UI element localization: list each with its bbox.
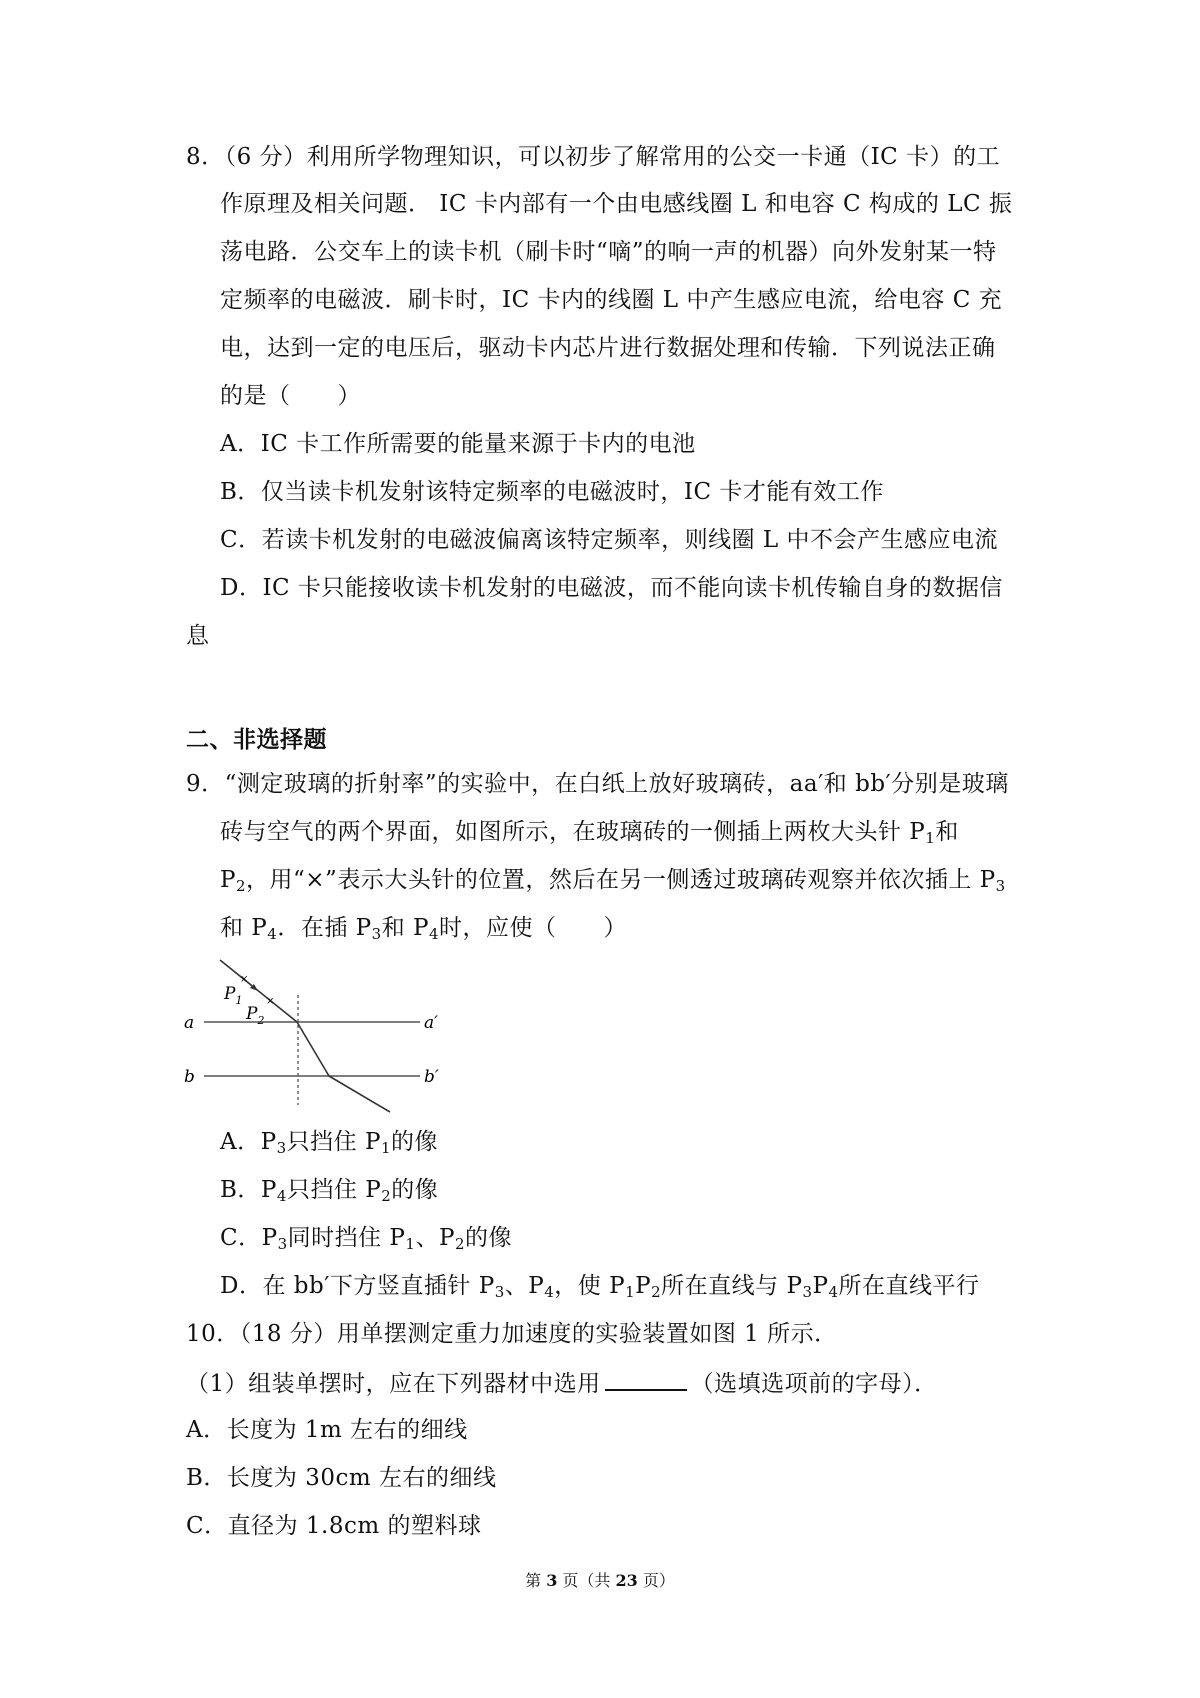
q8-option-d: D．IC 卡只能接收读卡机发射的电磁波，而不能向读卡机传输自身的数据信	[220, 575, 1003, 601]
q9-line-4: 和 $P_4$．在插 $P_3$和 $P_4$时，应使（ ）	[220, 915, 628, 943]
q8-option-c: C．若读卡机发射的电磁波偏离该特定频率，则线圈 L 中不会产生感应电流	[220, 527, 998, 553]
q8-line-6: 的是（ ）	[220, 383, 361, 409]
refracted-ray	[297, 1022, 329, 1076]
section-title: 二、非选择题	[186, 726, 327, 753]
q9-option-d: D．在 bb′下方竖直插针 $P_3$、$P_4$，使 $P_1P_2$所在直线与 $P_3P_4$所在直线平行	[220, 1273, 980, 1301]
page-number: 3	[546, 1571, 558, 1590]
refraction-figure	[180, 955, 450, 1115]
q8-line-2: 作原理及相关问题． IC 卡内部有一个由电感线圈 L 和电容 C 构成的 LC 振	[220, 191, 1013, 217]
answer-blank[interactable]	[605, 1367, 687, 1391]
q8-line-1: 8．（6 分）利用所学物理知识，可以初步了解常用的公交一卡通（IC 卡）的工	[186, 144, 1001, 170]
q9-line-2: 砖与空气的两个界面，如图所示，在玻璃砖的一侧插上两枚大头针 $P_1$和	[220, 819, 959, 847]
q8-option-b: B．仅当读卡机发射该特定频率的电磁波时，IC 卡才能有效工作	[220, 479, 884, 505]
q9-line-1: 9．“测定玻璃的折射率”的实验中，在白纸上放好玻璃砖，aa′和 bb′分别是玻璃	[186, 771, 1009, 797]
label-a-prime: a′	[424, 1013, 438, 1033]
pin-p1-mark: ×	[240, 974, 249, 985]
page-footer: 第 3 页（共 23 页）	[525, 1571, 675, 1590]
q9-line-3: $P_2$，用“×”表示大头针的位置，然后在另一侧透过玻璃砖观察并依次插上 $P_3$	[220, 867, 1006, 895]
q8-line-5: 电，达到一定的电压后，驱动卡内芯片进行数据处理和传输．下列说法正确	[220, 335, 996, 361]
emergent-ray	[329, 1076, 390, 1112]
label-p2: $P_2$	[246, 1004, 265, 1027]
page-total: 23	[615, 1571, 638, 1590]
q10-option-c: C．直径为 1.8cm 的塑料球	[186, 1513, 482, 1539]
label-b-prime: b′	[424, 1067, 439, 1087]
pin-p2-mark: ×	[266, 996, 275, 1007]
q10-sub-1: （1）组装单摆时，应在下列器材中选用 （选填选项前的字母）．	[186, 1367, 938, 1399]
q8-line-3: 荡电路．公交车上的读卡机（刷卡时“嘀”的响一声的机器）向外发射某一特	[220, 239, 997, 265]
q9-option-a: A．$P_3$只挡住 $P_1$的像	[220, 1129, 438, 1157]
q9-option-c: C．$P_3$同时挡住 $P_1$、$P_2$的像	[220, 1225, 512, 1253]
q9-option-b: B．$P_4$只挡住 $P_2$的像	[220, 1177, 439, 1205]
label-a: a	[184, 1013, 195, 1033]
q8-option-d-wrap: 息	[186, 623, 210, 649]
q10-line-1: 10．（18 分）用单摆测定重力加速度的实验装置如图 1 所示．	[186, 1321, 838, 1347]
q10-option-a: A．长度为 1m 左右的细线	[186, 1417, 468, 1443]
q8-option-a: A．IC 卡工作所需要的能量来源于卡内的电池	[220, 431, 696, 457]
label-p1: $P_1$	[224, 984, 243, 1007]
label-b: b	[184, 1067, 195, 1087]
q10-option-b: B．长度为 30cm 左右的细线	[186, 1465, 497, 1491]
q8-line-4: 定频率的电磁波．刷卡时，IC 卡内的线圈 L 中产生感应电流，给电容 C 充	[220, 287, 1003, 313]
